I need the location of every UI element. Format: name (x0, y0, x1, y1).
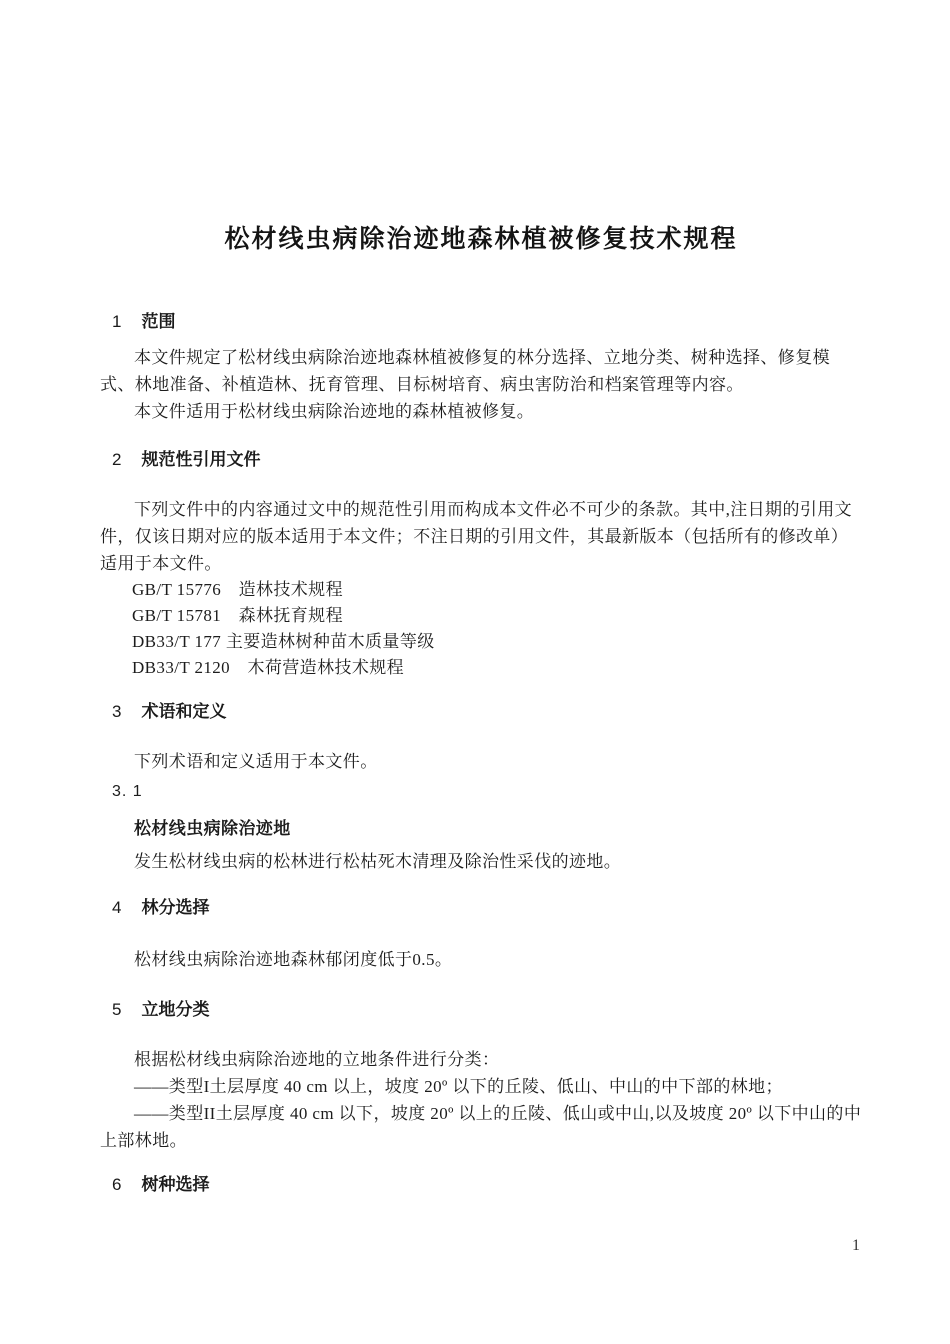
reference-item: DB33/T 177 主要造林树种苗木质量等级 (132, 632, 435, 651)
document-title: 松材线虫病除治迹地森林植被修复技术规程 (224, 225, 738, 253)
references-intro-paragraph: 下列文件中的内容通过文中的规范性引用而构成本文件必不可少的条款。其中,注日期的引用文件，仅该日期对应的版本适用于本文件；不注日期的引用文件，其最新版本（包括所有的修改单）适用于本文件。 (100, 500, 853, 573)
site-type-1-item: ——类型I土层厚度 40 cm 以上，坡度 20º 以下的丘陵、低山、中山的中下部的林地； (134, 1077, 783, 1096)
reference-list (100, 577, 862, 681)
reference-item: GB/T 15781 森林抚育规程 (132, 606, 343, 625)
section-normative-references (100, 448, 862, 681)
section-4-title: 林分选择 (141, 898, 210, 917)
section-5-heading (100, 998, 862, 1022)
term-id: 3. 1 (112, 783, 143, 800)
section-2-number: 2 (112, 450, 122, 469)
section-1-title: 范围 (141, 312, 176, 331)
scope-paragraph-1: 本文件规定了松材线虫病除治迹地森林植被修复的林分选择、立地分类、树种选择、修复模式、林地准备、补植造林、抚育管理、目标树培育、病虫害防治和档案管理等内容。 (100, 348, 830, 394)
section-3-number: 3 (112, 702, 122, 721)
section-6-number: 6 (112, 1175, 122, 1194)
terms-intro-paragraph: 下列术语和定义适用于本文件。 (134, 752, 378, 771)
section-3-heading (100, 700, 862, 724)
page-number: 1 (852, 1237, 860, 1254)
reference-item: GB/T 15776 造林技术规程 (132, 580, 343, 599)
site-classification-intro: 根据松材线虫病除治迹地的立地条件进行分类： (134, 1050, 500, 1069)
term-name: 松材线虫病除治迹地 (134, 819, 291, 838)
site-type-2-item: ——类型II土层厚度 40 cm 以下，坡度 20º 以上的丘陵、低山或中山,以及坡度 20º 以下中山的中上部林地。 (100, 1104, 862, 1150)
reference-item: DB33/T 2120 木荷营造林技术规程 (132, 658, 405, 677)
section-2-title: 规范性引用文件 (141, 450, 261, 469)
section-terms-definitions (100, 700, 862, 875)
section-3-title: 术语和定义 (141, 702, 227, 721)
section-stand-selection (100, 896, 862, 973)
section-1-number: 1 (112, 312, 122, 331)
section-1-heading (100, 310, 862, 334)
section-4-heading (100, 896, 862, 920)
section-site-classification (100, 998, 862, 1154)
section-species-selection (100, 1173, 862, 1197)
document-content (100, 0, 862, 1197)
section-5-number: 5 (112, 1000, 122, 1019)
section-6-title: 树种选择 (141, 1175, 210, 1194)
section-6-heading (100, 1173, 862, 1197)
section-4-number: 4 (112, 898, 122, 917)
term-definition: 发生松材线虫病的松林进行松枯死木清理及除治性采伐的迹地。 (134, 852, 622, 871)
stand-selection-paragraph: 松材线虫病除治迹地森林郁闭度低于0.5。 (134, 950, 453, 969)
section-2-heading (100, 448, 862, 472)
scope-paragraph-2: 本文件适用于松材线虫病除治迹地的森林植被修复。 (134, 402, 535, 421)
section-5-title: 立地分类 (141, 1000, 210, 1019)
section-scope (100, 310, 862, 425)
